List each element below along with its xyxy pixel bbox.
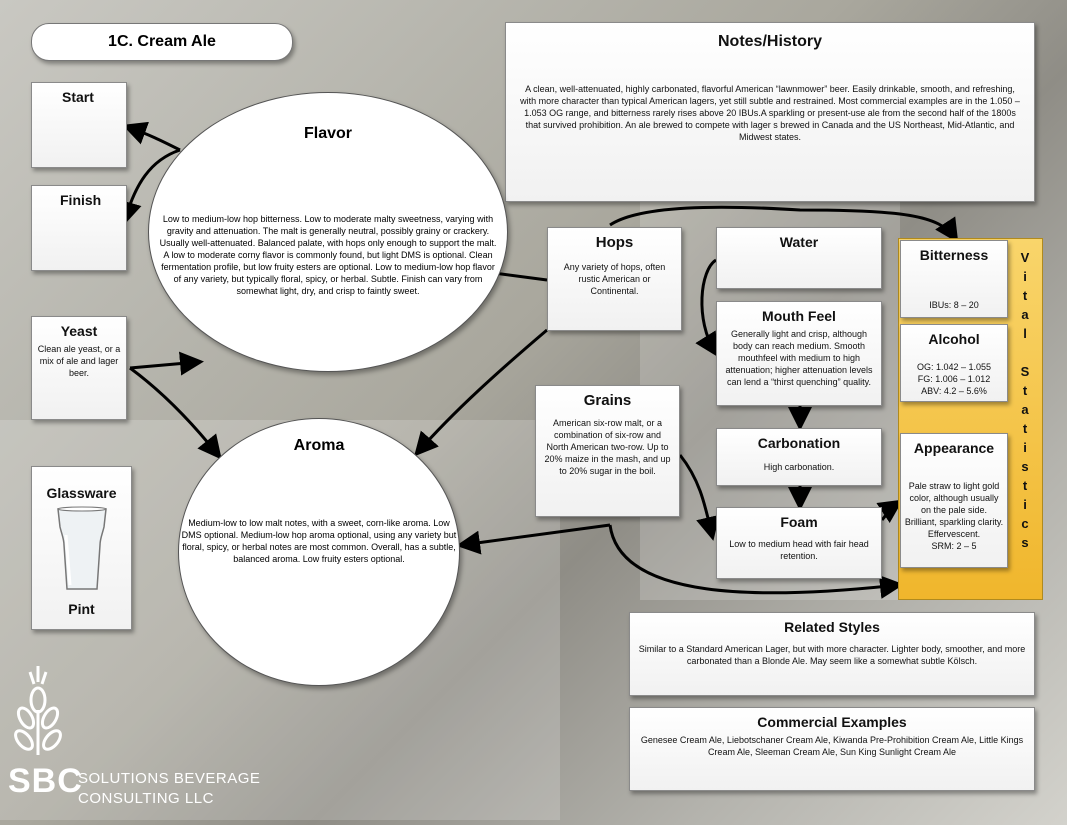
foam-text: Low to medium head with fair head retention. [729, 539, 869, 561]
foam-heading: Foam [780, 514, 818, 530]
logo-line1: SOLUTIONS BEVERAGE [78, 770, 261, 787]
finish-heading: Finish [60, 192, 102, 208]
hops-heading: Hops [595, 234, 634, 251]
carbonation-box [716, 428, 882, 486]
bitterness-ibu: IBUs: 8 – 20 [929, 300, 979, 310]
logo-line2: CONSULTING LLC [78, 790, 214, 807]
yeast-text: Clean ale yeast, or a mix of ale and lager beer. [37, 344, 121, 378]
start-heading: Start [62, 89, 94, 105]
carbonation-text: High carbonation. [763, 462, 835, 472]
flavor-ellipse [148, 92, 508, 372]
wheat-logo-icon [8, 660, 68, 760]
notes-history-box [505, 22, 1035, 202]
yeast-box [31, 316, 127, 420]
appearance-srm: SRM: 2 – 5 [931, 541, 977, 551]
grains-box [535, 385, 680, 517]
alcohol-heading: Alcohol [928, 331, 980, 347]
water-box [716, 227, 882, 289]
water-heading: Water [779, 234, 819, 250]
grains-heading: Grains [583, 392, 632, 409]
aroma-text: Medium-low to low malt notes, with a sweet, corn-like aroma. Low DMS optional. Medium-low hop aroma optional, using any variety but floral, spicy, or herbal notes are most common. Overall, has a subtle, balanced aroma. Low fruity esters optional. [181, 518, 457, 564]
commercial-heading: Commercial Examples [757, 714, 907, 730]
hops-text: Any variety of hops, often rustic American or Continental. [563, 262, 666, 296]
appearance-text: Pale straw to light gold color, although usually on the pale side. Brilliant, sparkling clarity. Effervescent. [904, 481, 1004, 539]
hops-box [547, 227, 682, 331]
glassware-heading: Glassware [46, 485, 117, 501]
finish-box [31, 185, 127, 271]
notes-text: A clean, well-attenuated, highly carbonated, flavorful American “lawnmower” beer. Easily drinkable, smooth, and refreshing, with more character than typical American lagers, yet still subtle and restrained. Most commercial examples are in the 1.050 – 1.053 OG range, and bitterness rarely rises above 20 IBUs.A sparkling or present-use ale from the second half of the 1800s that survived prohibition. An ale brewed to compete with lager s brewed in Canada and the US Northeast, Mid-Atlantic, and Midwest states. [520, 84, 1020, 142]
vital-statistics-label: V i t a l S t a t i s t i c s [1020, 250, 1030, 550]
alcohol-og: OG: 1.042 – 1.055 [916, 362, 992, 372]
alcohol-abv: ABV: 4.2 – 5.6% [921, 386, 987, 396]
mouthfeel-text: Generally light and crisp, although body can reach medium. Smooth mouthfeel with medium to high attenuation; higher attenuation levels can lend a “thirst quenching” quality. [725, 329, 873, 387]
flavor-text: Low to medium-low hop bitterness. Low to moderate malty sweetness, varying with gravity and attenuation. The malt is generally neutral, possibly grainy or crackery. Usually well-attenuated. Balanced palate, with hops only enough to support the malt. A low to moderate corny flavor is commonly found, but light DMS is optional. Clean fermentation profile, but low fruity esters are optional. Low to medium-low hop flavor of any variety, but typically floral, spicy, or herbal. Subtle. Finish can vary from somewhat light, dry, and crisp to faintly sweet. [159, 214, 497, 296]
carbonation-heading: Carbonation [757, 435, 841, 451]
appearance-heading: Appearance [913, 440, 995, 456]
bitterness-box [900, 240, 1008, 318]
page-title: 1C. Cream Ale [31, 23, 293, 61]
alcohol-fg: FG: 1.006 – 1.012 [917, 374, 991, 384]
aroma-ellipse [178, 418, 460, 686]
yeast-heading: Yeast [60, 323, 98, 339]
start-box [31, 82, 127, 168]
flavor-heading: Flavor [303, 125, 352, 142]
appearance-box [900, 433, 1008, 568]
alcohol-box [900, 324, 1008, 402]
related-text: Similar to a Standard American Lager, but with more character. Lighter body, smoother, and more carbonated than a Blonde Ale. May seem like a somewhat subtle Kölsch. [638, 644, 1026, 666]
foam-box [716, 507, 882, 579]
related-heading: Related Styles [784, 619, 880, 635]
notes-heading: Notes/History [717, 33, 823, 50]
commercial-examples-box [629, 707, 1035, 791]
related-styles-box [629, 612, 1035, 696]
pint-glass-icon [52, 505, 112, 595]
logo-sbc: SBC [8, 762, 83, 800]
mouthfeel-box [716, 301, 882, 406]
bitterness-heading: Bitterness [919, 247, 989, 263]
aroma-heading: Aroma [293, 437, 345, 454]
grains-text: American six-row malt, or a combination of six-row and North American two-row. Up to 20% maize in the mash, and up to 20% sugar in the boil. [544, 418, 671, 476]
glassware-box [31, 466, 132, 630]
glassware-type: Pint [68, 601, 95, 617]
mouthfeel-heading: Mouth Feel [762, 308, 836, 324]
commercial-text: Genesee Cream Ale, Liebotschaner Cream Ale, Kiwanda Pre-Prohibition Cream Ale, Little Kings Cream Ale, Sleeman Cream Ale, Sun King Sunlight Cream Ale [640, 735, 1024, 757]
